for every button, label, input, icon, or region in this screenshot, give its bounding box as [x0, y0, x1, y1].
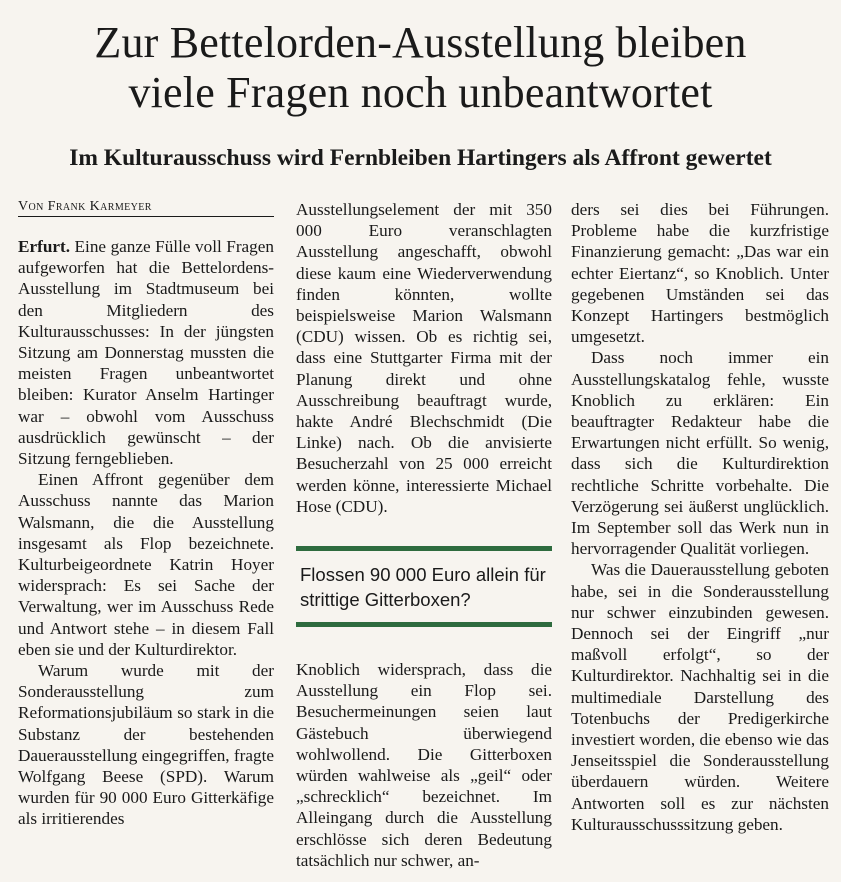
headline-line-2: viele Fragen noch unbeantwortet [128, 68, 713, 117]
headline-line-1: Zur Bettelorden-Ausstellung bleiben [94, 18, 747, 67]
byline [18, 198, 274, 217]
dateline-place: Erfurt. [18, 237, 71, 256]
paragraph: Dass noch immer ein Ausstellungskatalog fehle, wusste Knoblich zu erklären: Ein beauftragter Redakteur habe die Erwartungen nicht erfüllt. So wenig, dass sich die Kulturdirektion rechtliche Schritte vorbehalte. Die Verzögerung sei äußerst unglücklich. Im September soll das Werk nun in hervorragender Qualität vorliegen. [571, 348, 829, 559]
box-rule-bottom [296, 622, 552, 627]
subheadline: Im Kulturausschuss wird Fernbleiben Hartingers als Affront gewertet [69, 145, 772, 171]
paragraph: Was die Dauerausstellung geboten habe, sei in die Sonderausstellung nur schwer einzubinden gewesen. Dennoch sei der Eingriff „nur maßvoll erfolgt“, so der Kulturdirektor. Nachhaltig sei in die multimediale Darstellung des Totenbuchs der Predigerkirche investiert worden, die ebenso wie das Jenseitsspiel die Sonderausstellung überdauern würden. Weitere Antworten soll es zur nächsten Kulturausschusssitzung geben. [571, 560, 829, 834]
column-1 [18, 236, 274, 830]
column-2-continued [296, 659, 552, 871]
column-3 [571, 199, 829, 835]
paragraph: Knoblich widersprach, dass die Ausstellung ein Flop sei. Besuchermeinungen seien laut Gästebuch überwiegend wohlwollend. Die Gitterboxen würden wahlweise als „geil“ oder „schrecklich“ bezeichnet. Im Alleingang durch die Ausstellung erschlösse sich deren Bedeutung tatsächlich nur schwer, an- [296, 660, 552, 870]
paragraph: Einen Affront gegenüber dem Ausschuss nannte das Marion Walsmann, die die Ausstellung insgesamt als Flop bezeichnete. Kulturbeigeordnete Katrin Hoyer widersprach: Es sei Sache der Verwaltung, wer im Ausschuss Rede und Antwort stehe – in diesem Fall eben sie und der Kulturdirektor. [18, 470, 274, 659]
box-rule-top [296, 546, 552, 551]
paragraph: Warum wurde mit der Sonderausstellung zum Reformationsjubiläum so stark in die Substanz der bestehenden Dauerausstellung eingegriffen, fragte Wolfgang Beese (SPD). Warum wurden für 90 000 Euro Gitterkäfige als irritierendes [18, 661, 274, 829]
pull-quote-heading: Flossen 90 000 Euro allein für strittige Gitterboxen? [300, 564, 546, 610]
paragraph: ders sei dies bei Führungen. Probleme habe die kurzfristige Finanzierung gemacht: „Das war ein echter Eiertanz“, so Knoblich. Unter gegebenen Umständen sei das Konzept Hartingers bestmöglich umgesetzt. [571, 200, 829, 347]
paragraph [18, 236, 274, 469]
column-2 [296, 199, 552, 517]
byline-text: Von Frank Karmeyer [18, 199, 152, 214]
paragraph: Ausstellungselement der mit 350 000 Euro veranschlagten Ausstellung angeschafft, obwohl diese kaum eine Wiederverwendung finden könnten, wollte beispielsweise Marion Walsmann (CDU) wissen. Ob es richtig sei, dass eine Stuttgarter Firma mit der Planung direkt und ohne Ausschreibung beauftragt wurde, hakte André Blechschmidt (Die Linke) nach. Ob die anvisierte Besucherzahl von 25 000 erreicht werden könne, interessierte Michael Hose (CDU). [296, 200, 552, 516]
headline [0, 18, 841, 118]
paragraph-text: Eine ganze Fülle voll Fragen aufgeworfen hat die Bettelordens-Ausstellung im Stadtmuseum bei den Mitgliedern des Kulturausschusses: In der jüngsten Sitzung am Donnerstag mussten die meisten Fragen unbeantwortet bleiben: Kurator Anselm Hartinger war – obwohl vom Ausschuss ausdrücklich gewünscht – der Sitzung ferngeblieben. [18, 237, 274, 469]
pull-quote-box [296, 546, 552, 628]
